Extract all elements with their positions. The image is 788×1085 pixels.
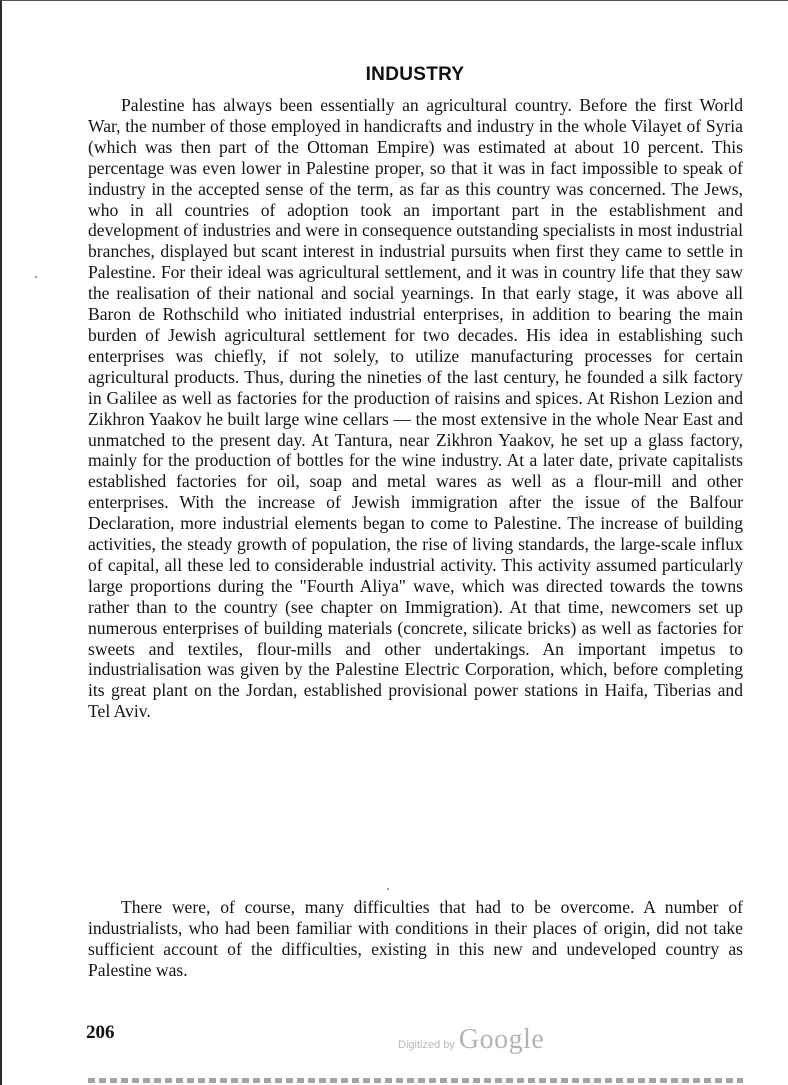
scan-speck <box>387 888 389 890</box>
watermark-prefix: Digitized by <box>398 1039 455 1051</box>
body-paragraph <box>88 95 743 722</box>
google-logo: Google <box>458 1024 545 1055</box>
page-title: INDUSTRY <box>365 63 465 85</box>
paragraph-text: There were, of course, many difficulties that had to be overcome. A number of industrialists, who had been familiar with conditions in their places of origin, did not take sufficient account of the difficulties, existing in this new and undeveloped country as Palestine was. <box>88 897 743 980</box>
paragraph-text: Palestine has always been essentially an agricultural country. Before the first World War, the number of those employed in handicrafts and industry in the whole Vilayet of Syria (which was then part of the Ottoman Empire) was estimated at about 10 percent. This percentage was even lower in Palestine proper, so that it was in fact impossible to speak of industry in the accepted sense of the term, as far as this country was concerned. The Jews, who in all countries of adoption took an important part in the establishment and development of industries and were in consequence outstanding specialists in most industrial branches, displayed but scant interest in industrial pursuits when first they came to settle in Palestine. For their ideal was agricultural settlement, and it was in country life that they saw the realisation of their national and social yearnings. In that early stage, it was above all Baron de Rothschild who initiated industrial enterprises, in addition to bearing the main burden of Jewish agricultural settlement for two decades. His idea in establishing such enterprises was chiefly, if not solely, to utilize manufacturing processes for certain agricultural products. Thus, during the nineties of the last century, he founded a silk factory in Galilee as well as factories for the production of raisins and spices. At Rishon Lezion and Zikhron Yaakov he built large wine cellars — the most extensive in the whole Near East and unmatched to the present day. At Tantura, near Zikhron Yaakov, he set up a glass factory, mainly for the production of bottles for the wine industry. At a later date, private capitalists established factories for oil, soap and metal wares as well as a flour-mill and other enterprises. With the increase of Jewish immigration after the issue of the Balfour Declaration, more industrial elements began to come to Palestine. The increase of building activities, the steady growth of population, the rise of living standards, the large-scale influx of capital, all these led to considerable industrial activity. This activity assumed particularly large proportions during the "Fourth Aliya" wave, which was directed towards the towns rather than to the country (see chapter on Immigration). At that time, newcomers set up numerous enterprises of building materials (concrete, silicate bricks) as well as factories for sweets and textiles, flour-mills and other undertakings. An important impetus to industrialisation was given by the Palestine Electric Corporation, which, before completing its great plant on the Jordan, established provisional power stations in Haifa, Tiberias and Tel Aviv. <box>88 95 743 722</box>
google-watermark <box>398 1024 544 1056</box>
scan-speck <box>35 276 37 278</box>
page-number: 206 <box>86 1022 115 1043</box>
next-page-bleed-through <box>88 1078 743 1083</box>
body-paragraph <box>88 897 743 981</box>
